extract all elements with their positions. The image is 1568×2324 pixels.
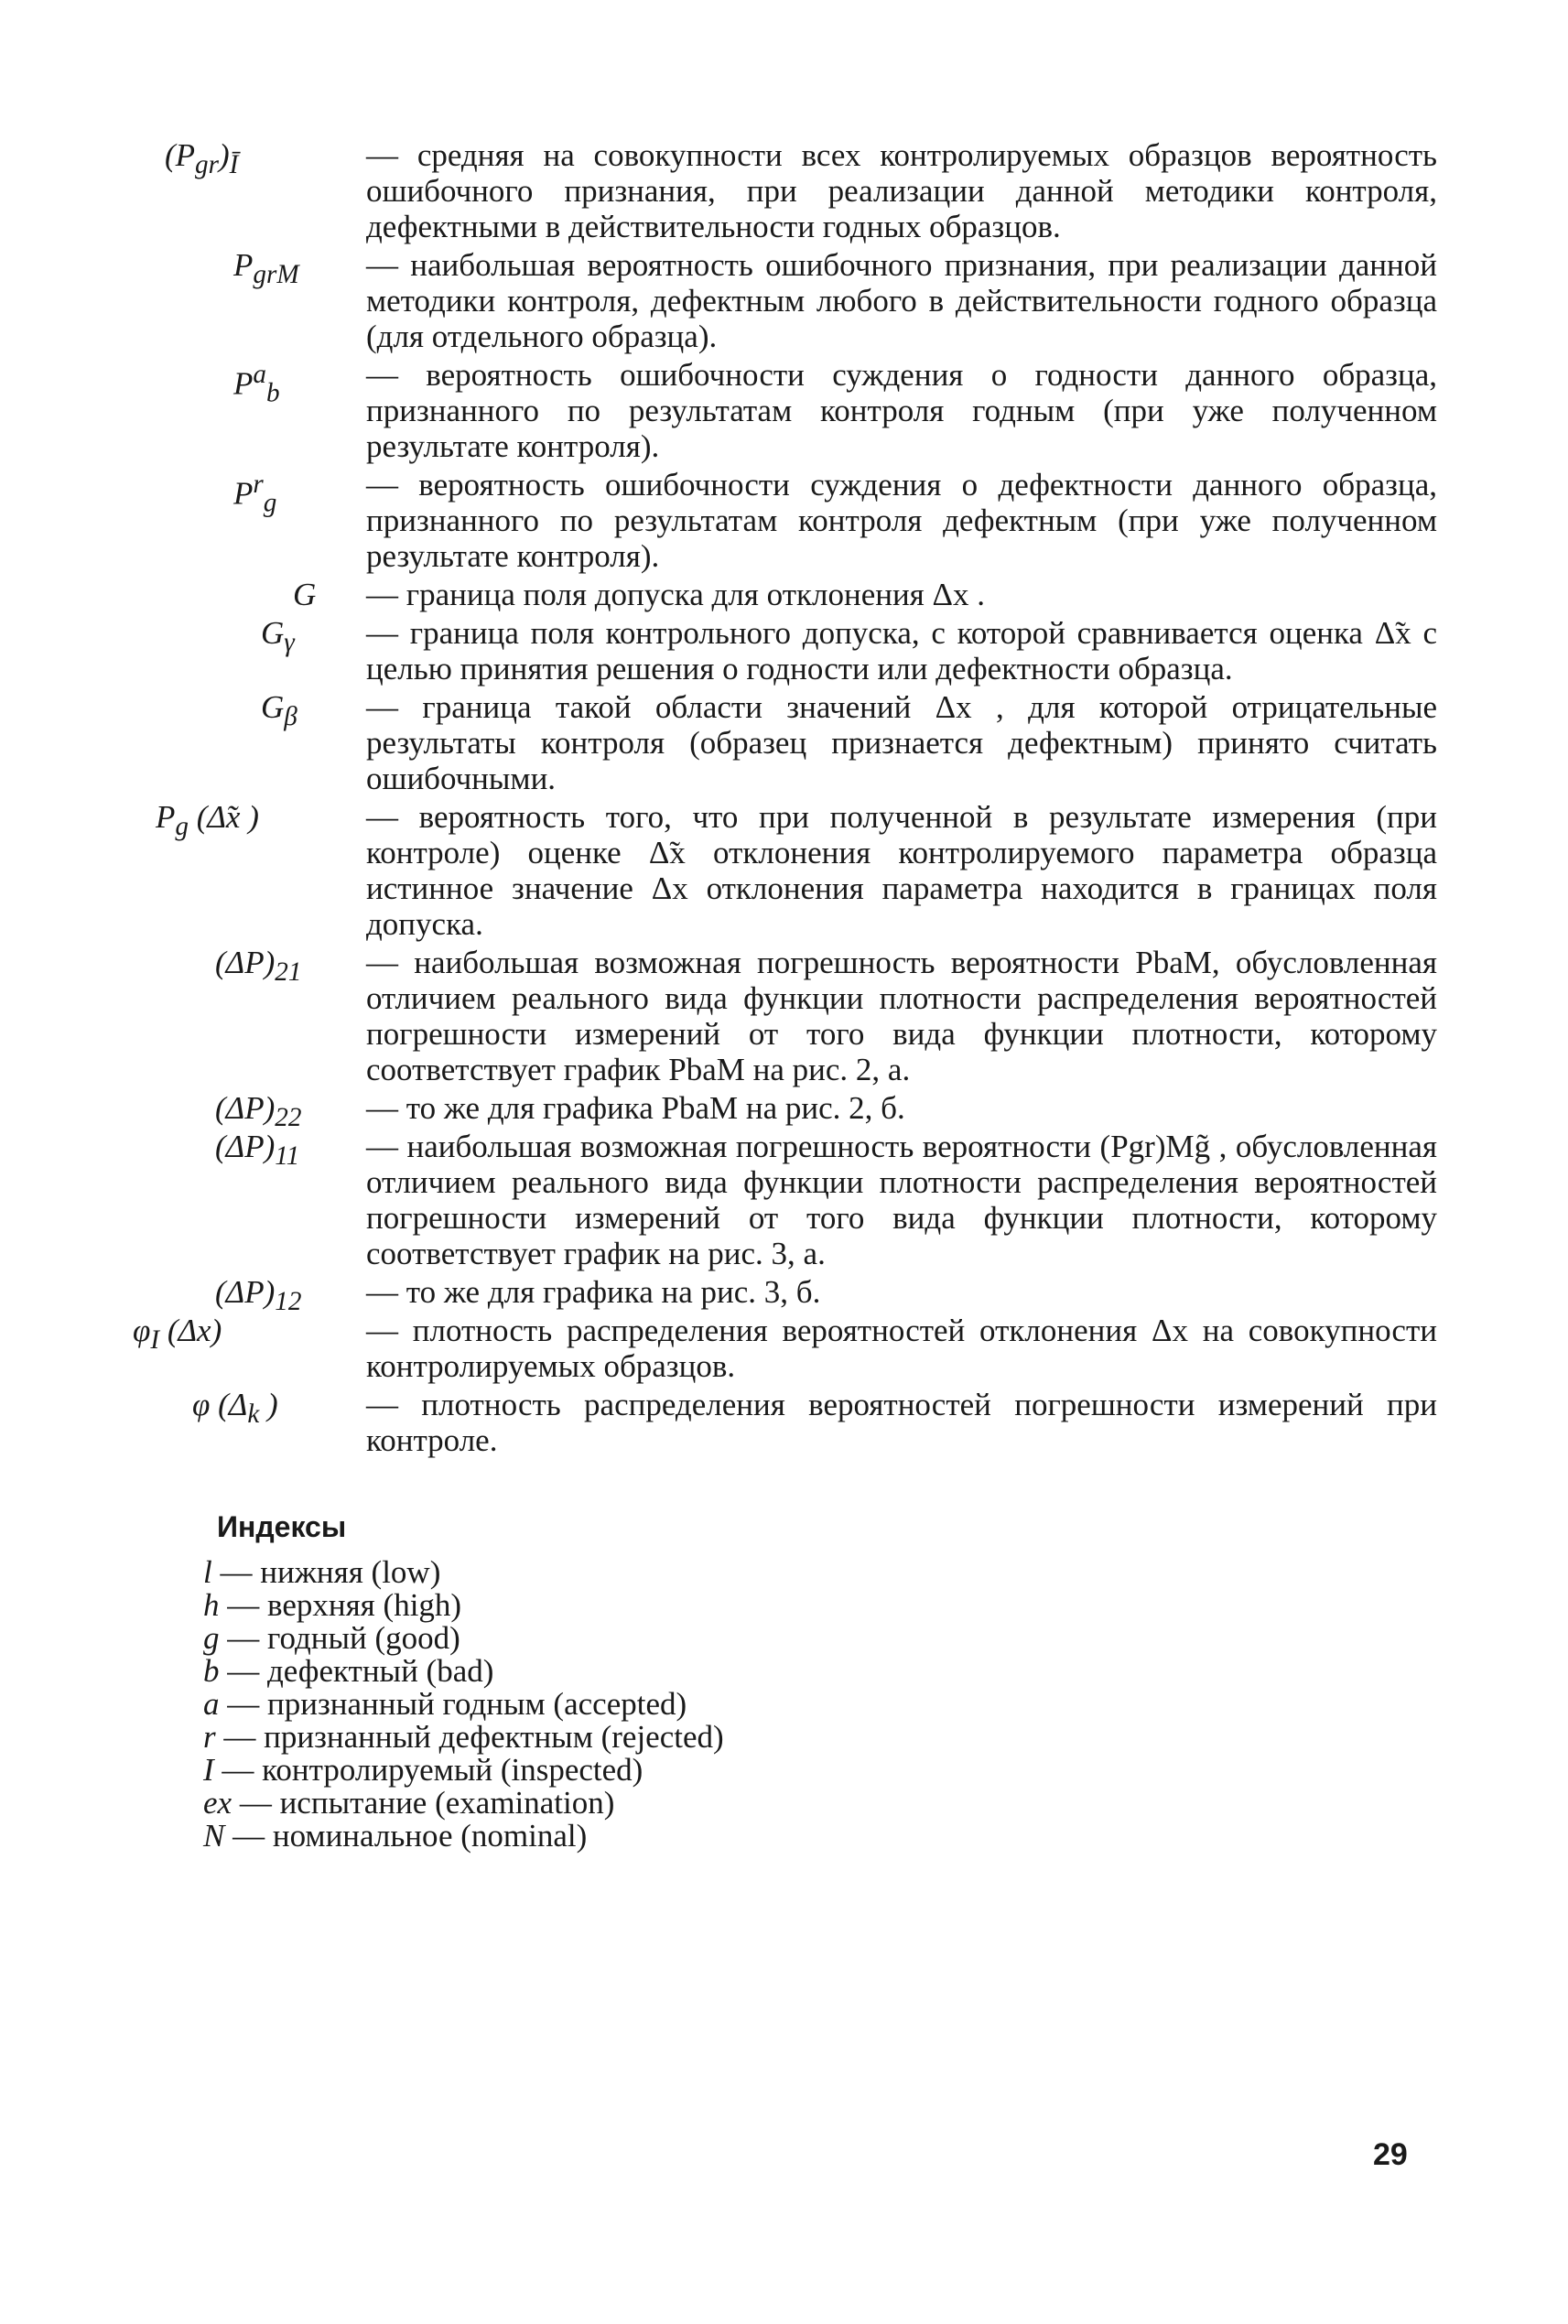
index-item: I — контролируемый (inspected) bbox=[203, 1752, 643, 1788]
definition-text: — граница поля допуска для отклонения Δx . bbox=[366, 577, 986, 612]
definition-text: — наибольшая возможная погрешность вероятности (Pgr)Mg̃ , обусловленная отличием реального вида функции плотности распределения вероятностей погрешности измерений от того вида функции плотности, которому соответствует график на рис. 3, а. bbox=[366, 1129, 1437, 1271]
indexes-heading: Индексы bbox=[217, 1510, 347, 1543]
definition-symbol: G bbox=[293, 577, 317, 612]
definition-13 bbox=[165, 1387, 1437, 1458]
definition-3 bbox=[165, 467, 1437, 574]
definition-text: — вероятность ошибочности суждения о дефектности данного образца, признанного по результатам контроля дефектным (при уже полученном результате контроля). bbox=[366, 467, 1437, 574]
definition-9 bbox=[165, 1090, 1437, 1132]
definition-0 bbox=[165, 137, 1437, 244]
definition-symbol: $(\Delta P)_{22}$ bbox=[215, 1090, 302, 1132]
definition-text: — плотность распределения вероятностей отклонения Δx на совокупности контролируемых образцов. bbox=[366, 1313, 1437, 1384]
definition-12 bbox=[133, 1313, 1437, 1384]
definition-text: — то же для графика PbaM на рис. 2, б. bbox=[366, 1090, 905, 1126]
definition-symbol: $G_\gamma$ bbox=[261, 615, 295, 657]
definition-7 bbox=[156, 799, 1437, 942]
definition-text: — средняя на совокупности всех контролируемых образцов вероятность ошибочного признания, при реализации данной методики контроля, дефектными в действительности годных образцов. bbox=[366, 137, 1437, 244]
definition-symbol: φ ($\Delta_k$ ) bbox=[192, 1387, 278, 1429]
definition-symbol: $(\Delta P)_{21}$ bbox=[215, 945, 302, 987]
index-item: a — признанный годным (accepted) bbox=[203, 1686, 687, 1722]
definition-symbol: $G_\beta$ bbox=[261, 689, 297, 731]
definition-text: — плотность распределения вероятностей погрешности измерений при контроле. bbox=[366, 1387, 1437, 1458]
definition-6 bbox=[165, 689, 1437, 796]
definition-1 bbox=[165, 247, 1437, 354]
index-item: l — нижняя (low) bbox=[203, 1554, 441, 1590]
definition-8 bbox=[165, 945, 1437, 1087]
definition-text: — вероятность ошибочности суждения о годности данного образца, признанного по результатам контроля годным (при уже полученном результате контроля). bbox=[366, 357, 1437, 464]
definition-5 bbox=[165, 615, 1437, 686]
definition-text: — граница поля контрольного допуска, с которой сравнивается оценка Δ̃x с целью принятия решения о годности или дефектности образца. bbox=[366, 615, 1437, 686]
index-item: g — годный (good) bbox=[203, 1620, 460, 1656]
definition-symbol: $P_g$ (Δ̃x ) bbox=[156, 799, 259, 841]
index-item: h — верхняя (high) bbox=[203, 1587, 462, 1623]
index-item: N — номинальное (nominal) bbox=[203, 1818, 588, 1854]
definition-text: — наибольшая возможная погрешность вероятности PbaM, обусловленная отличием реального вида функции плотности распределения вероятностей погрешности измерений от того вида функции плотности, которому соответствует график PbaM на рис. 2, а. bbox=[366, 945, 1437, 1087]
definition-symbol: $P^a_b$ bbox=[233, 360, 280, 408]
definition-text: — вероятность того, что при полученной в результате измерения (при контроле) оценке Δ̃x отклонения контролируемого параметра образца истинное значение Δx отклонения параметра находится в границах поля допуска. bbox=[366, 799, 1437, 942]
definition-symbol: $(\Delta P)_{12}$ bbox=[215, 1274, 302, 1316]
indexes-list bbox=[203, 1556, 724, 1853]
definition-2 bbox=[165, 357, 1437, 464]
index-item: r — признанный дефектным (rejected) bbox=[203, 1719, 724, 1755]
definition-symbol: $(\Delta P)_{11}$ bbox=[215, 1129, 300, 1171]
definition-symbol: $\varphi_I$ (Δx) bbox=[133, 1313, 222, 1355]
index-item: b — дефектный (bad) bbox=[203, 1653, 494, 1689]
definition-10 bbox=[165, 1129, 1437, 1271]
page-number: 29 bbox=[1373, 2137, 1408, 2172]
definition-symbol: $(P_{gr})_Ī$ bbox=[165, 137, 239, 179]
definition-text: — наибольшая вероятность ошибочного признания, при реализации данной методики контроля, дефектным любого в действительности годного образца (для отдельного образца). bbox=[366, 247, 1437, 354]
definition-text: — то же для графика на рис. 3, б. bbox=[366, 1274, 821, 1310]
definition-symbol: $P_{grM}$ bbox=[233, 247, 299, 289]
definition-symbol: $P^r_g$ bbox=[233, 470, 277, 518]
definitions-list bbox=[133, 137, 1437, 1461]
index-item: ex — испытание (examination) bbox=[203, 1785, 615, 1821]
definition-text: — граница такой области значений Δx , для которой отрицательные результаты контроля (образец признается дефектным) принято считать ошибочными. bbox=[366, 689, 1437, 796]
definition-4 bbox=[165, 577, 1437, 612]
definition-11 bbox=[165, 1274, 1437, 1316]
